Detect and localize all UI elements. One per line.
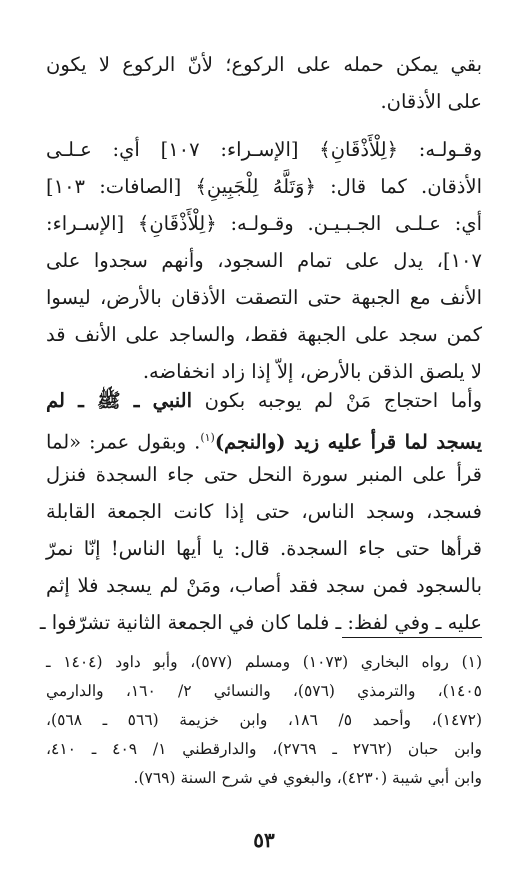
text-run: . وبقول عمر: «لما (46, 430, 201, 454)
text-line: فسجد، وسجد الناس، حتى إذا كانت الجمعة القابلة (46, 500, 482, 523)
text-line: أي: عـلـى الجـبـيـن. وقـولـه: ﴿لِلْأَذْقَانِ﴾ [الإسـراء: (46, 212, 482, 235)
text-line: الأنف مع الجبهة حتى التصقت الأذقان بالأرض، ليسوا (46, 286, 482, 309)
text-line: لا يلصق الذقن بالأرض، إلاّ إذا زاد انخفاضه. (142, 360, 482, 383)
text-line: على الأذقان. (380, 90, 482, 113)
footnote-divider (342, 637, 482, 638)
footnote-line: وابن حبان (٢٧٦٢ ـ ٢٧٦٩)، والدارقطني ١/ ٤٠٩ ـ ٤١٠، (46, 740, 482, 758)
text-line: الأذقان. كما قال: ﴿وَتَلَّهُ لِلْجَبِينِ﴾ [الصافات: ١٠٣] (46, 175, 482, 198)
text-line: ١٠٧]، يدل على تمام السجود، وأنهم سجدوا على (46, 249, 482, 272)
footnote-line: ١٤٠٥)، والترمذي (٥٧٦)، والنسائي ٢/ ١٦٠، والدارمي (46, 682, 482, 700)
text-line: بقي يمكن حمله على الركوع؛ لأنّ الركوع لا يكون (46, 53, 482, 76)
bold-text-run: النبي ـ ﷺ ـ لم (46, 389, 193, 412)
footnote-line: (١٤٧٢)، وأحمد ٥/ ١٨٦، وابن خزيمة (٥٦٦ ـ ٥٦٨)، (46, 711, 482, 729)
footnote-marker: (١) (200, 431, 215, 444)
footnote (46, 648, 482, 793)
paragraph-3 (39, 382, 482, 641)
text-line: عليه ـ وفي لفظ: ـ فلما كان في الجمعة الثانية تشرّفوا ـ (39, 611, 482, 634)
text-line (46, 382, 482, 419)
paragraph-1 (46, 46, 482, 120)
text-line: بالسجود فمن سجد فقد أصاب، ومَنْ لم يسجد فلا إثم (46, 574, 482, 597)
bold-text-run: يسجد لما قرأ عليه زيد (والنجم) (214, 430, 482, 454)
text-line: كمن سجد على الجبهة فقط، والساجد على الأنف قد (46, 323, 482, 346)
page-number: ٥٣ (253, 828, 275, 852)
text-line: قرأ على المنبر سورة النحل حتى جاء السجدة فنزل (46, 463, 482, 486)
text-line: قرأها حتى جاء السجدة. قال: يا أيها الناس! إنّا نمرّ (46, 537, 482, 560)
paragraph-2 (46, 131, 482, 390)
footnote-line: وابن أبي شيبة (٤٢٣٠)، والبغوي في شرح السنة (٧٦٩). (133, 769, 482, 787)
footnote-line: (١) رواه البخاري (١٠٧٣) ومسلم (٥٧٧)، وأبو داود (١٤٠٤ ـ (46, 653, 483, 671)
text-line (46, 419, 482, 456)
text-line: وقـولـه: ﴿لِلْأَذْقَانِ﴾ [الإسـراء: ١٠٧] أي: عـلـى (46, 138, 482, 161)
text-run: وأما احتجاج مَنْ لم يوجبه بكون (192, 389, 482, 412)
